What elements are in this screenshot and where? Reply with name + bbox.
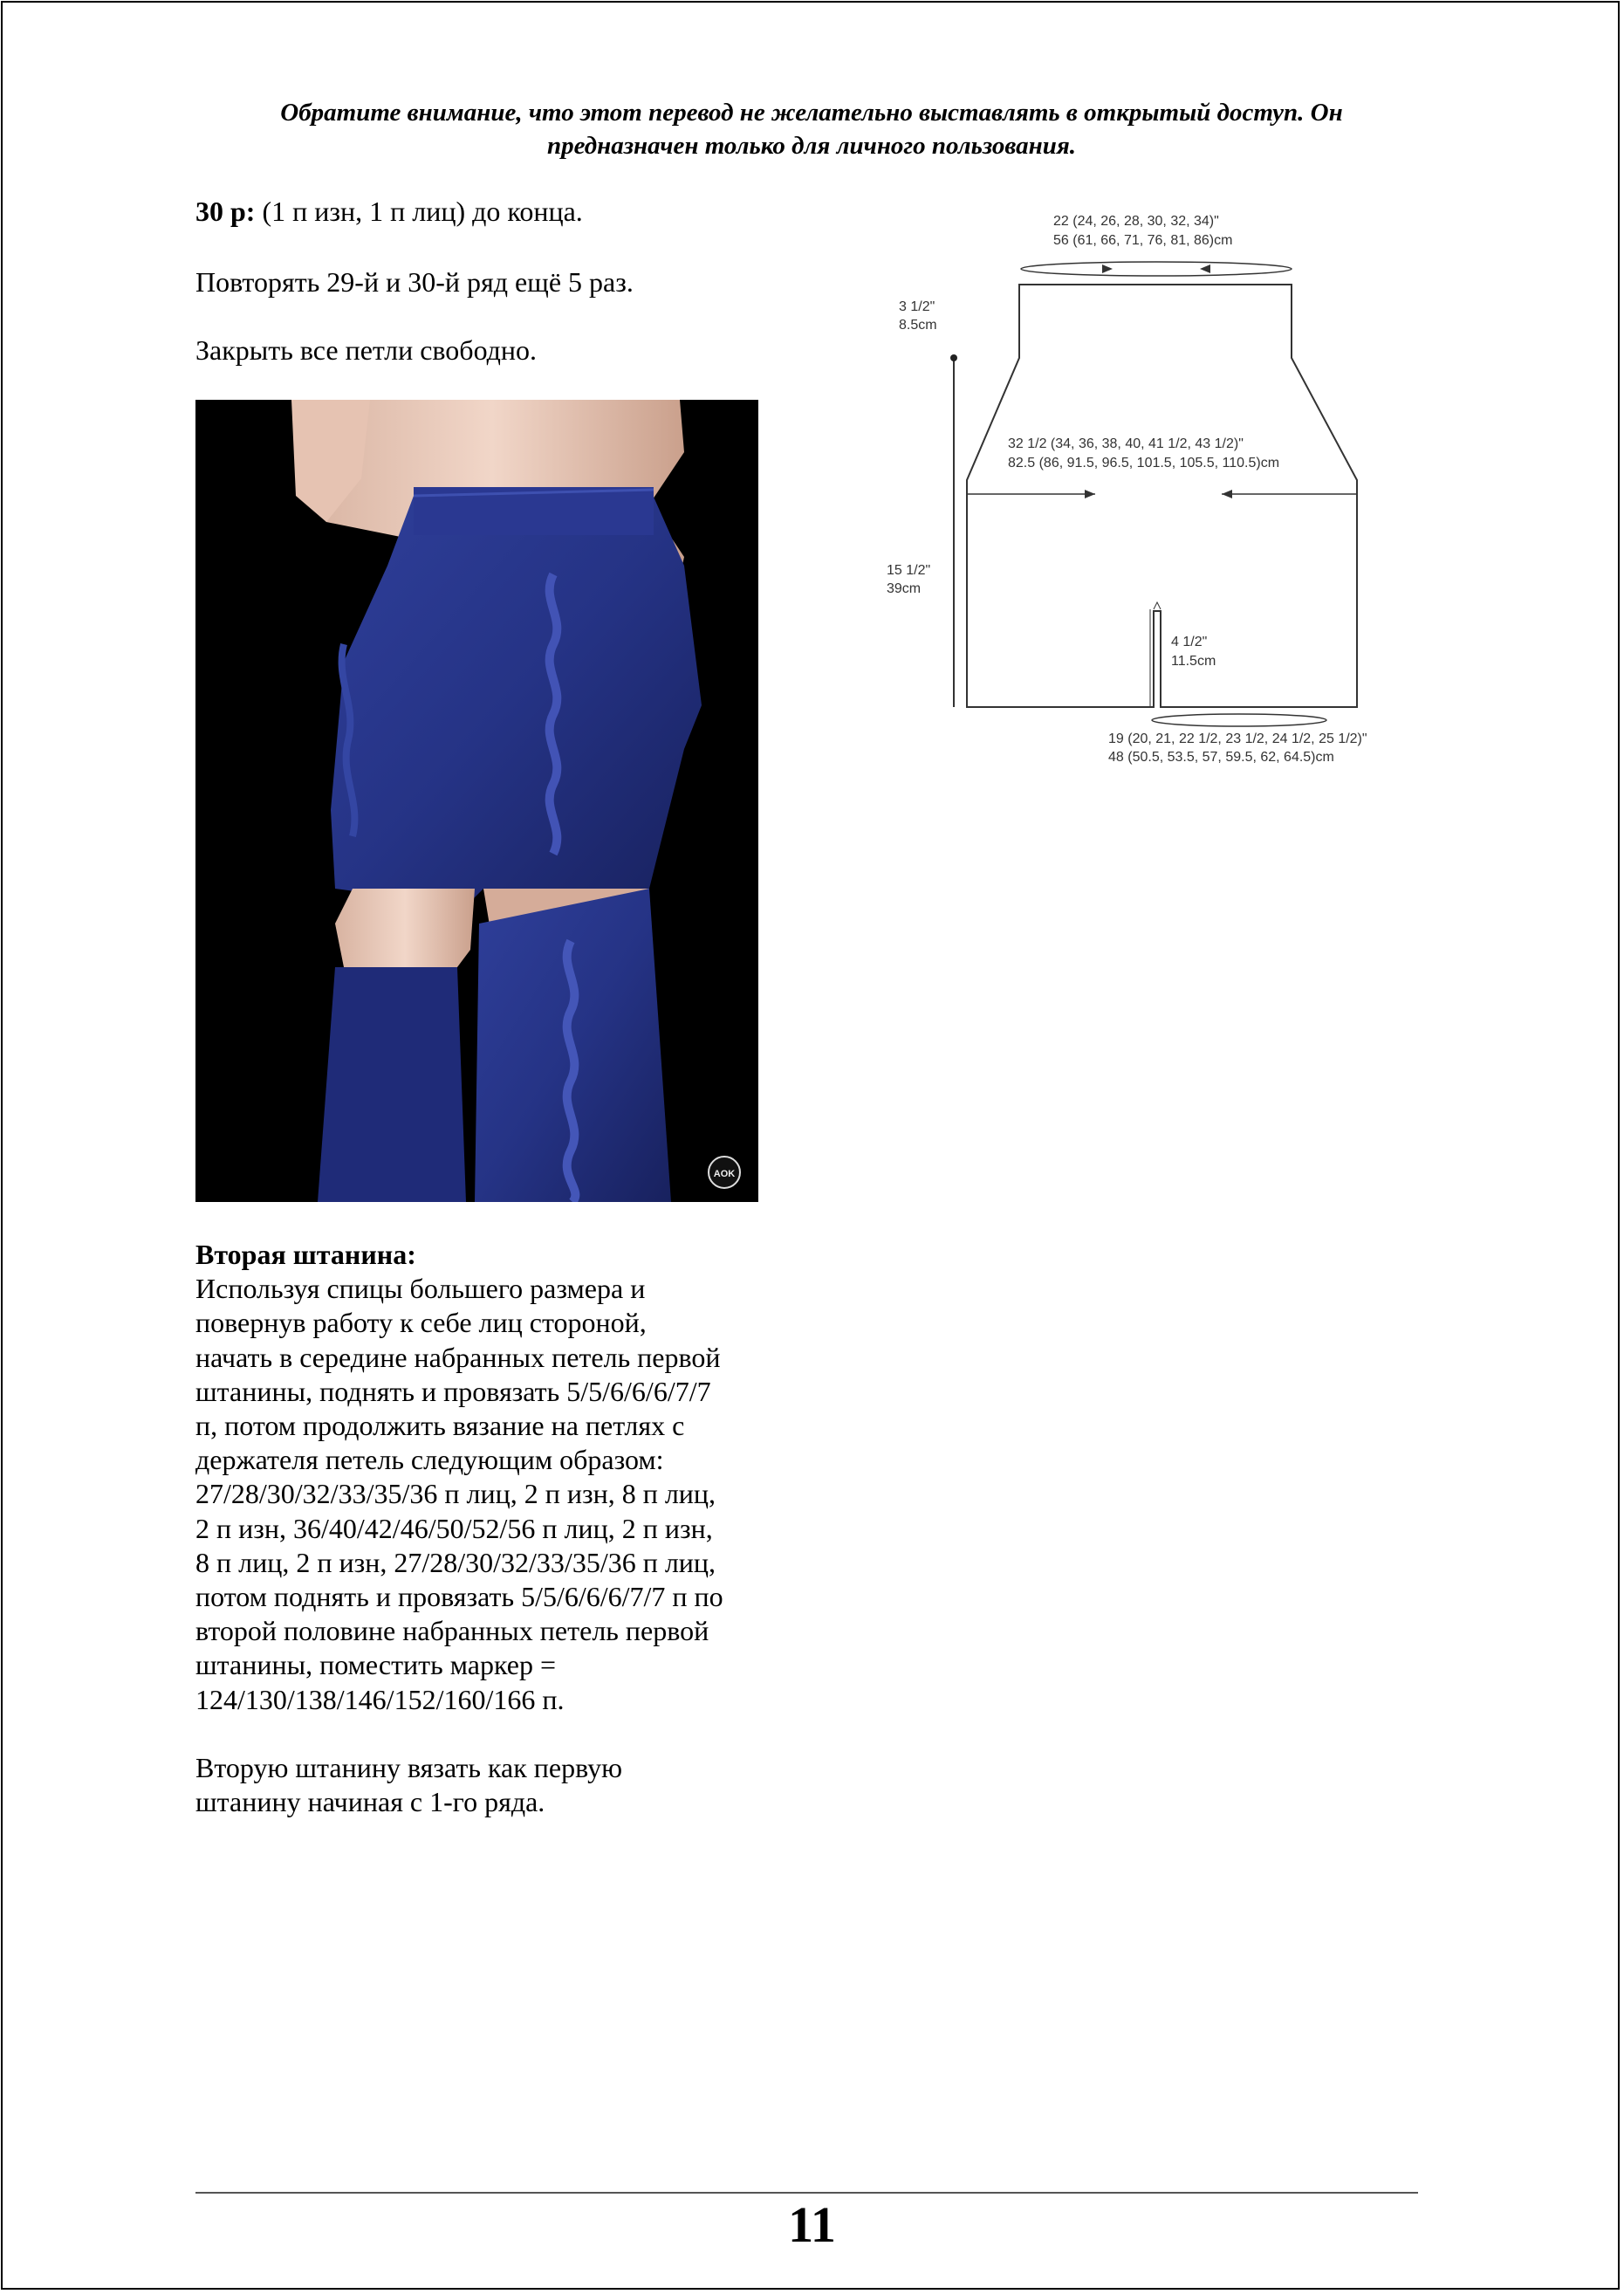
second-leg-line: 8 п лиц, 2 п изн, 27/28/30/32/33/35/36 п лиц,	[195, 1546, 716, 1578]
shorts-outline	[967, 285, 1357, 707]
privacy-notice	[196, 96, 1427, 162]
second-leg-line: держателя петель следующим образом:	[195, 1444, 664, 1476]
second-leg-line: штанины, поместить маркер =	[195, 1649, 556, 1681]
second-leg-line: 27/28/30/32/33/35/36 п лиц, 2 п изн, 8 п лиц,	[195, 1478, 716, 1510]
row-30-label: 30 р:	[195, 196, 256, 227]
second-leg-line: второй половине набранных петель первой	[195, 1615, 709, 1647]
crotch-cm-label: 11.5cm	[1171, 654, 1216, 669]
second-leg-line: штанины, поднять и провязать 5/5/6/6/6/7/7	[195, 1375, 711, 1407]
blank-line	[195, 1717, 789, 1751]
second-leg-line: начать в середине набранных петель первой	[195, 1341, 721, 1373]
band-cm-label: 8.5cm	[899, 318, 937, 333]
row-30-instruction	[195, 194, 583, 229]
second-leg-line: потом поднять и провязать 5/5/6/6/6/7/7 п по	[195, 1581, 723, 1613]
waist-cm-label: 56 (61, 66, 71, 76, 81, 86)cm	[1053, 233, 1233, 248]
hip-inches-label: 32 1/2 (34, 36, 38, 40, 41 1/2, 43 1/2)"	[1008, 436, 1244, 451]
second-leg-line: повернув работу к себе лиц стороной,	[195, 1307, 647, 1339]
waist-inches-label: 22 (24, 26, 28, 30, 32, 34)"	[1053, 214, 1219, 229]
hip-cm-label: 82.5 (86, 91.5, 96.5, 101.5, 105.5, 110.5)cm	[1008, 456, 1280, 470]
second-leg-line: Используя спицы большего размера и	[195, 1273, 646, 1305]
repeat-instruction: Повторять 29-й и 30-й ряд ещё 5 раз.	[195, 266, 634, 298]
length-cm-label: 39cm	[887, 581, 922, 596]
waist-circumference-arrow	[1021, 262, 1292, 276]
leg-inches-label: 19 (20, 21, 22 1/2, 23 1/2, 24 1/2, 25 1/2)"	[1108, 731, 1367, 746]
privacy-notice-line-2: предназначен только для личного пользования.	[546, 132, 1077, 160]
leg-circumference-arrow	[1152, 714, 1326, 726]
schematic-diagram	[873, 192, 1431, 786]
second-leg-line: п, потом продолжить вязание на петлях с	[195, 1410, 685, 1442]
second-leg-line: 124/130/138/146/152/160/166 п.	[195, 1683, 565, 1715]
crotch-inches-label: 4 1/2"	[1171, 635, 1208, 649]
shorts-photo-illustration	[195, 400, 758, 1202]
bind-off-instruction: Закрыть все петли свободно.	[195, 334, 538, 366]
band-marker-dot	[950, 354, 957, 361]
leg-cm-label: 48 (50.5, 53.5, 57, 59.5, 62, 64.5)cm	[1108, 750, 1334, 765]
length-inches-label: 15 1/2"	[887, 563, 931, 578]
shorts-schematic	[873, 192, 1431, 786]
closing-line-1: Вторую штанину вязать как первую	[195, 1751, 623, 1783]
second-leg-heading: Вторая штанина:	[195, 1239, 416, 1270]
closing-line-2: штанину начиная с 1-го ряда.	[195, 1786, 545, 1818]
shorts-photo	[195, 400, 758, 1202]
row-30-text: (1 п изн, 1 п лиц) до конца.	[255, 196, 583, 227]
second-leg-line: 2 п изн, 36/40/42/46/50/52/56 п лиц, 2 п изн,	[195, 1512, 713, 1544]
page-number: 11	[788, 2196, 836, 2253]
footer-divider	[195, 2192, 1418, 2194]
privacy-notice-line-1: Обратите внимание, что этот перевод не желательно выставлять в открытый доступ. Он	[280, 99, 1343, 127]
second-leg-section	[195, 1238, 789, 1819]
band-inches-label: 3 1/2"	[899, 299, 935, 314]
photo-logo: AOK	[713, 1169, 736, 1179]
